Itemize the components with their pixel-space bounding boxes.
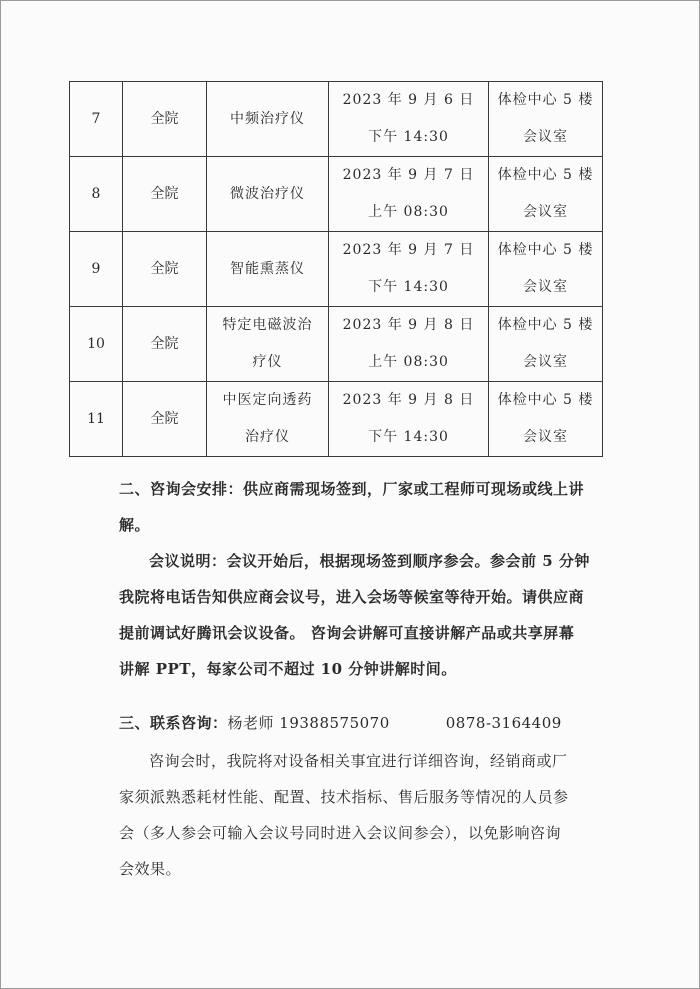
device-line: 特定电磁波治 bbox=[222, 317, 313, 333]
table-row bbox=[70, 307, 603, 382]
place-line: 体检中心 5 楼 bbox=[497, 392, 594, 408]
row-place bbox=[489, 157, 603, 232]
device-line: 中医定向透药 bbox=[222, 392, 313, 408]
text-line: 咨询会时，我院将对设备相关事宜进行详细咨询，经销商或厂 bbox=[149, 752, 568, 770]
closing-paragraph bbox=[119, 743, 594, 887]
text-line: 家须派熟悉耗材性能、配置、技术指标、售后服务等情况的人员参 bbox=[119, 788, 569, 806]
device-line: 疗仪 bbox=[252, 354, 283, 370]
row-scope: 全院 bbox=[123, 232, 207, 307]
row-time bbox=[329, 232, 489, 307]
row-place bbox=[489, 232, 603, 307]
place-line: 会议室 bbox=[523, 354, 568, 370]
place-line: 体检中心 5 楼 bbox=[497, 92, 594, 108]
section-arrangement bbox=[119, 471, 594, 543]
time-date: 2023 年 9 月 7 日 bbox=[342, 242, 475, 258]
time-clock: 上午 08:30 bbox=[368, 354, 449, 370]
contact-person: 杨老师 19388575070 bbox=[227, 714, 390, 732]
section-contact bbox=[119, 705, 594, 741]
row-device bbox=[207, 307, 329, 382]
row-device bbox=[207, 382, 329, 457]
place-line: 体检中心 5 楼 bbox=[497, 317, 594, 333]
table-row bbox=[70, 82, 603, 157]
row-scope: 全院 bbox=[123, 157, 207, 232]
text-line: 讲解 PPT，每家公司不超过 10 分钟讲解时间。 bbox=[119, 660, 457, 678]
row-number: 8 bbox=[70, 157, 123, 232]
row-scope: 全院 bbox=[123, 307, 207, 382]
row-place bbox=[489, 307, 603, 382]
place-line: 体检中心 5 楼 bbox=[497, 167, 594, 183]
text-line bbox=[119, 705, 594, 741]
row-place bbox=[489, 82, 603, 157]
row-number: 11 bbox=[70, 382, 123, 457]
time-date: 2023 年 9 月 6 日 bbox=[342, 92, 475, 108]
table-row bbox=[70, 382, 603, 457]
row-device bbox=[207, 232, 329, 307]
row-time bbox=[329, 382, 489, 457]
row-place bbox=[489, 382, 603, 457]
meeting-note-paragraph bbox=[119, 543, 594, 687]
row-scope: 全院 bbox=[123, 382, 207, 457]
time-clock: 下午 14:30 bbox=[368, 279, 449, 295]
time-clock: 下午 14:30 bbox=[368, 429, 449, 445]
text-line: 会议说明：会议开始后，根据现场签到顺序参会。参会前 5 分钟 bbox=[149, 552, 590, 570]
time-clock: 上午 08:30 bbox=[368, 204, 449, 220]
device-line: 中频治疗仪 bbox=[230, 110, 305, 127]
schedule-table bbox=[69, 81, 603, 457]
row-time bbox=[329, 82, 489, 157]
place-line: 会议室 bbox=[523, 429, 568, 445]
text-line: 解。 bbox=[119, 516, 151, 534]
place-line: 会议室 bbox=[523, 279, 568, 295]
row-device bbox=[207, 82, 329, 157]
time-clock: 下午 14:30 bbox=[368, 129, 449, 145]
row-number: 9 bbox=[70, 232, 123, 307]
place-line: 会议室 bbox=[523, 204, 568, 220]
text-line: 会（多人参会可输入会议号同时进入会议间参会），以免影响咨询 bbox=[119, 824, 562, 842]
place-line: 体检中心 5 楼 bbox=[497, 242, 594, 258]
text-line: 会效果。 bbox=[119, 860, 182, 878]
device-line: 智能熏蒸仪 bbox=[230, 260, 305, 277]
contact-heading: 三、联系咨询： bbox=[119, 714, 228, 732]
device-line: 治疗仪 bbox=[245, 429, 290, 445]
row-device bbox=[207, 157, 329, 232]
time-date: 2023 年 9 月 8 日 bbox=[342, 317, 475, 333]
row-number: 7 bbox=[70, 82, 123, 157]
place-line: 会议室 bbox=[523, 129, 568, 145]
contact-phone: 0878-3164409 bbox=[445, 714, 562, 732]
device-line: 微波治疗仪 bbox=[230, 185, 305, 202]
time-date: 2023 年 9 月 7 日 bbox=[342, 167, 475, 183]
row-time bbox=[329, 307, 489, 382]
text-line: 我院将电话告知供应商会议号，进入会场等候室等待开始。请供应商 bbox=[119, 588, 585, 606]
row-scope: 全院 bbox=[123, 82, 207, 157]
table-row bbox=[70, 232, 603, 307]
row-number: 10 bbox=[70, 307, 123, 382]
text-line: 二、咨询会安排：供应商需现场签到，厂家或工程师可现场或线上讲 bbox=[119, 480, 585, 498]
row-time bbox=[329, 157, 489, 232]
text-line: 提前调试好腾讯会议设备。 咨询会讲解可直接讲解产品或共享屏幕 bbox=[119, 624, 575, 642]
time-date: 2023 年 9 月 8 日 bbox=[342, 392, 475, 408]
table-row bbox=[70, 157, 603, 232]
